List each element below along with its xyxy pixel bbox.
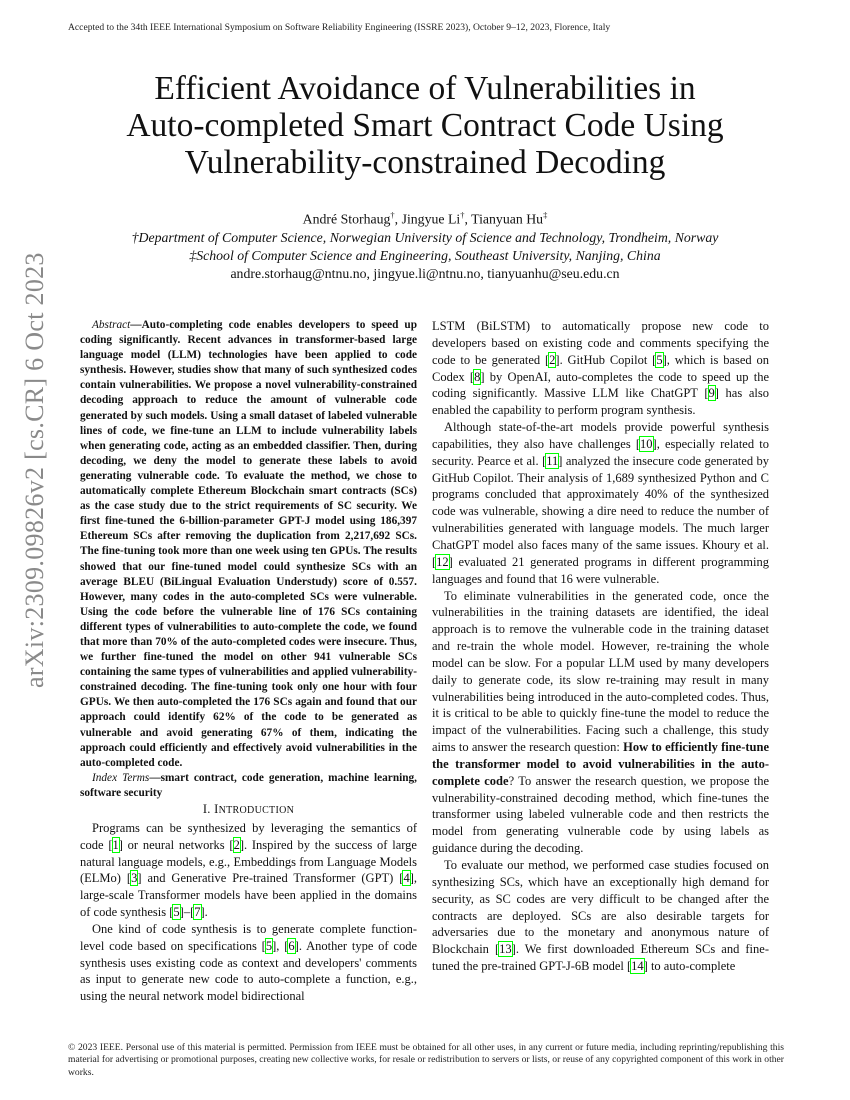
title-line: Vulnerability-constrained Decoding: [184, 144, 666, 181]
author-name: Tianyuan Hu: [471, 211, 544, 227]
title-line: Efficient Avoidance of Vulnerabilities in: [154, 70, 696, 107]
citation-link[interactable]: 6: [288, 938, 295, 953]
citation-link[interactable]: 13: [499, 942, 512, 957]
citation-link[interactable]: 4: [403, 871, 410, 886]
section-title-initial: I: [214, 802, 219, 816]
paragraph: Programs can be synthesized by leveraging the semantics of code [1] or neural networks [2]. Inspired by the success of large natural language models, e.g., Embeddings from Language Models (ELMo) [3] and Generative Pre-trained Transformer (GPT) [4], large-scale Transformer models have been applied in the domains of code synthesis [5]–[7].: [80, 820, 417, 920]
author-block: [60, 206, 790, 283]
citation-link[interactable]: 8: [474, 369, 481, 384]
paragraph: Although state-of-the-art models provide powerful synthesis capabilities, they also have challenges [10], especially related to security. Pearce et al. [11] analyzed the insecure code generated by GitHub Copilot. Their analysis of 1,689 synthesized Python and C programs concluded that approximately 40% of the synthesized code was vulnerable, showing a dire need to reduce the number of vulnerabilities generated with language models. The much larger ChatGPT model also faces many of the same issues. Khoury et al. [12] evaluated 21 generated programs in different programming languages and found that 16 were vulnerable.: [432, 420, 769, 586]
citation-link[interactable]: 12: [436, 554, 449, 569]
citation-link[interactable]: 14: [631, 959, 644, 974]
conference-note: Accepted to the 34th IEEE International Symposium on Software Reliability Engineering (ISSRE 2023), October 9–12, 2023, Florence, Italy: [68, 22, 611, 33]
left-column: [80, 318, 417, 1005]
citation-link[interactable]: 5: [173, 905, 180, 920]
citation-link[interactable]: 5: [265, 938, 273, 953]
author-name: Jingyue Li: [401, 211, 461, 227]
section-heading-introduction: [80, 801, 417, 820]
abstract-text: —Auto-completing code enables developers to speed up coding significantly. Recent advances in transformer-based large language model (LLM) technologies have been applied to code synthesis. However, studies show that many of such synthesized codes contain vulnerabilities. We propose a novel vulnerability-constrained decoding approach to reduce the amount of vulnerable code generated by such models. Using a small dataset of labeled vulnerable lines of code, we fine-tune an LLM to include vulnerability labels when generating code, acting as an embedded classifier. Then, during decoding, we deny the model to generate these labels to avoid generating vulnerable code. To evaluate the method, we chose to automatically complete Ethereum Blockchain smart contracts (SCs) as the case study due to the strict requirements of SC security. We first fine-tuned the 6-billion-parameter GPT-J model using 186,397 Ethereum SCs after removing the duplication from 2,217,692 SCs. The fine-tuning took more than one week using ten GPUs. The results showed that our fine-tuned model could synthesize SCs with an average BLEU (BiLingual Evaluation Understudy) score of 0.557. However, many codes in the auto-completed SCs were vulnerable. Using the code before the vulnerable line of 176 SCs containing different types of vulnerabilities to auto-complete the code, we found that more than 70% of the auto-completed codes were insecure. Thus, we further fine-tuned the model on other 941 vulnerable SCs containing the same types of vulnerabilities and applied vulnerability-constrained decoding. The fine-tuning took only one hour with four GPUs. We then auto-completed the 176 SCs again and found that our approach could identify 62% of the code to be generated as vulnerable and avoid generating 67% of them, indicating the approach could efficiently and effectively avoid vulnerabilities in the auto-completed code.: [80, 319, 417, 769]
index-terms-text: —smart contract, code generation, machine learning, software security: [80, 771, 417, 799]
section-number: I.: [202, 802, 211, 816]
abstract: [80, 318, 417, 771]
section-title-rest: NTRODUCTION: [218, 805, 295, 816]
affiliation-mark: †: [460, 210, 465, 220]
citation-link[interactable]: 7: [194, 905, 201, 920]
paper-title: [60, 70, 790, 181]
citation-link[interactable]: 10: [640, 436, 653, 451]
title-line: Auto-completed Smart Contract Code Using: [126, 107, 724, 144]
affiliation-ntnu: †Department of Computer Science, Norwegian University of Science and Technology, Trondheim, Norway: [131, 229, 719, 245]
paragraph: LSTM (BiLSTM) to automatically propose new code to developers based on existing code and comments specifying the code to be generated [2]. GitHub Copilot [5], which is based on Codex [8] by OpenAI, auto-completes the code to speed up the coding significantly. Massive LLM like ChatGPT [9] has also enabled the capability to perform program synthesis.: [432, 319, 769, 418]
citation-link[interactable]: 1: [112, 837, 119, 852]
citation-link[interactable]: 5: [656, 352, 663, 367]
right-column: [432, 318, 769, 975]
author-names: André Storhaug†, Jingyue Li†, Tianyuan Hu‡: [302, 210, 548, 227]
paragraph: To eliminate vulnerabilities in the generated code, once the vulnerabilities in the training datasets are identified, the ideal approach is to remove the vulnerable code in the training dataset and re-train the whole model. However, re-training the whole model can be slow. For a popular LLM used by many developers daily to generate code, its slow re-training may result in many vulnerabilities being introduced in the auto-completed codes. Thus, it is critical to be able to quickly fine-tune the model to reduce the impact of the vulnerabilities. Facing such a challenge, this study aims to answer the research question: How to efficiently fine-tune the transformer model to avoid vulnerabilities in the auto-complete code? To answer the research question, we propose the vulnerability-constrained decoding method, which fine-tunes the transformer using labeled vulnerable code and then restricts the model from generating vulnerable code by using labels as guidance during the decoding.: [432, 588, 770, 856]
affiliation-mark: †: [390, 210, 395, 220]
paragraph: To evaluate our method, we performed case studies focused on synthesizing SCs, which have an exceptionally high demand for security, as SC codes are very difficult to be changed after the contracts are deployed. SCs are also desirable targets for adversaries due to the monetary and anonymous nature of Blockchain [13]. We first downloaded Ethereum SCs and fine-tuned the pre-trained GPT-J-6B model [14] to auto-complete: [432, 858, 769, 974]
index-terms: [80, 771, 417, 801]
copyright-notice: © 2023 IEEE. Personal use of this material is permitted. Permission from IEEE must be obtained for all other uses, in any current or future media, including reprinting/republishing this material for advertising or promotional purposes, creating new collective works, for resale or redistribution to servers or lists, or reuse of any copyrighted component of this work in other works.: [68, 1042, 784, 1078]
citation-link[interactable]: 2: [233, 837, 240, 852]
affiliation-seu: ‡School of Computer Science and Engineering, Southeast University, Nanjing, China: [189, 247, 661, 263]
paragraph: One kind of code synthesis is to generate complete function-level code based on specifications [5], [6]. Another type of code synthesis uses existing code as context and developers' comments as input to generate new code to auto-complete a function, e.g., using the neural network model bidirectional: [80, 921, 418, 1004]
citation-link[interactable]: 3: [131, 871, 138, 886]
author-emails: andre.storhaug@ntnu.no, jingyue.li@ntnu.no, tianyuanhu@seu.edu.cn: [230, 265, 620, 281]
citation-link[interactable]: 11: [546, 453, 559, 468]
affiliation-mark: ‡: [543, 210, 548, 220]
citation-link[interactable]: 2: [549, 352, 556, 367]
citation-link[interactable]: 9: [708, 386, 715, 401]
author-name: André Storhaug: [302, 211, 391, 227]
arxiv-stamp[interactable]: arXiv:2309.09826v2 [cs.CR] 6 Oct 2023: [20, 252, 49, 688]
index-terms-label: Index Terms: [92, 771, 150, 784]
research-question: How to efficiently fine-tune the transformer model to avoid vulnerabilities in the auto-complete code: [432, 740, 770, 788]
abstract-label: Abstract: [92, 319, 131, 331]
